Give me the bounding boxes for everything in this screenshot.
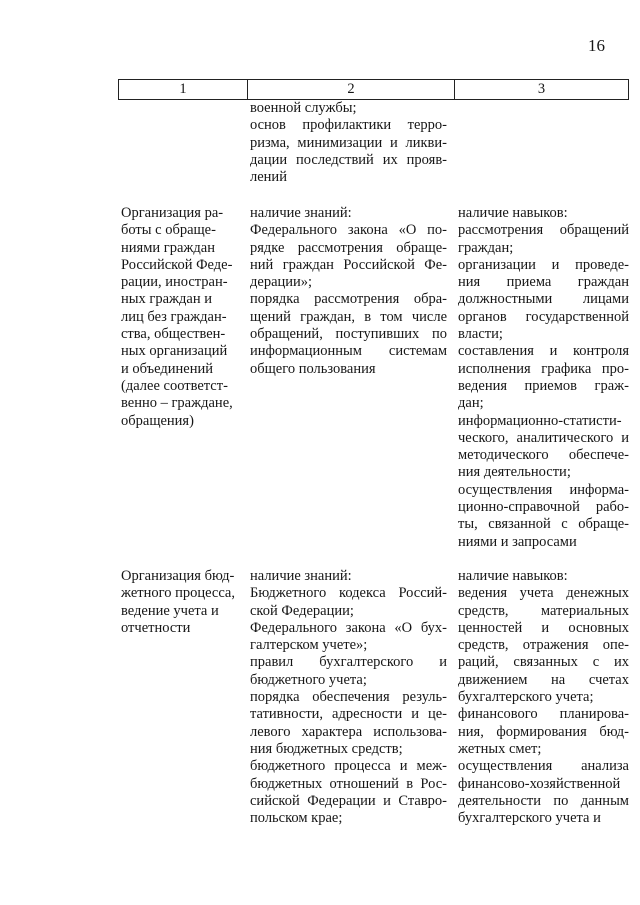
text-line: средств, отражения опе- (458, 637, 629, 654)
text-line: ценностей и основных (458, 619, 629, 636)
text-line: бюджетных отношений в Рос- (250, 775, 447, 792)
text-line: ведения учета денежных (458, 585, 629, 602)
text-line: составления и контроля (458, 343, 629, 360)
text-line: рассмотрения обращений (458, 222, 629, 239)
paragraph (250, 585, 447, 620)
text-line: галтерском учете»; (250, 637, 368, 654)
paragraph (250, 654, 447, 689)
paragraph (458, 413, 629, 482)
text-line: бюджетного процесса и меж- (250, 758, 447, 775)
text-line: наличие знаний: (250, 205, 352, 221)
text-line: лений (250, 169, 287, 186)
text-line: общего пользования (250, 360, 376, 377)
text-line: левого характера использова- (250, 723, 447, 740)
text-line: щений граждан, в том числе (250, 308, 447, 325)
text-line: деятельности по данным (458, 792, 629, 809)
text-line: лиц без граждан- (121, 308, 227, 325)
activity-area-cell (121, 568, 247, 637)
text-line: порядка рассмотрения обра- (250, 291, 447, 308)
paragraph (458, 706, 629, 758)
text-line: ных организаций (121, 343, 228, 360)
text-line: информационно-статисти- (458, 412, 622, 429)
text-line: Организация ра- (121, 205, 224, 221)
paragraph (458, 222, 629, 257)
text-line: (далее соответст- (121, 377, 228, 394)
text-line: рации, иностран- (121, 274, 228, 291)
text-line: органов государственной (458, 308, 629, 325)
text-line: наличие знаний: (250, 568, 352, 584)
text-line: ционно-справочной рабо- (458, 499, 629, 516)
text-line: бюджетного учета; (250, 671, 367, 688)
text-line: боты с обраще- (121, 222, 216, 239)
text-line: отчетности (121, 619, 191, 636)
skills-cell (458, 568, 629, 827)
text-line: ния, формирования бюд- (458, 723, 629, 740)
paragraph (250, 205, 447, 222)
text-line: Российской Феде- (121, 256, 233, 273)
text-line: дан; (458, 395, 484, 412)
paragraph (250, 620, 447, 655)
paragraph (458, 482, 629, 551)
text-line: движением на счетах (458, 671, 629, 688)
text-line: ний граждан Российской Фе- (250, 256, 447, 273)
text-line: обращений, поступивших по (250, 326, 447, 343)
paragraph (458, 257, 629, 343)
paragraph (458, 205, 629, 222)
text-line: тативности, адресности и це- (250, 706, 447, 723)
text-line: ства, обществен- (121, 326, 226, 343)
text-line: исполнения графика про- (458, 360, 629, 377)
text-line: раций, связанных с их (458, 654, 629, 671)
text-line: финансового планирова- (458, 706, 629, 723)
text-line: порядка обеспечения резуль- (250, 689, 447, 706)
text-line: бухгалтерского учета; (458, 689, 594, 706)
text-line: ния деятельности; (458, 464, 571, 481)
knowledge-cell (250, 568, 447, 827)
text-line: средств, материальных (458, 602, 629, 619)
text-line: методического обеспече- (458, 447, 629, 464)
text-line: польском крае; (250, 810, 343, 827)
column-number-header (118, 79, 629, 100)
text-line: Федерального закона «О по- (250, 222, 447, 239)
text-line: бухгалтерского учета и (458, 810, 601, 827)
text-line: ризма, минимизации и ликви- (250, 134, 447, 151)
text-line: сийской Федерации и Ставро- (250, 792, 447, 809)
text-line: ческого, аналитического и (458, 429, 629, 446)
text-line: ниями и запросами (458, 533, 577, 550)
paragraph (121, 568, 247, 637)
text-line: граждан; (458, 239, 514, 256)
text-line: ния бюджетных средств; (250, 740, 403, 757)
text-line: ведения приемов граж- (458, 377, 629, 394)
paragraph (458, 585, 629, 706)
text-line: дации последствий их прояв- (250, 151, 447, 168)
text-line: Федерального закона «О бух- (250, 619, 447, 636)
text-line: жетных смет; (458, 740, 542, 757)
text-line: ской Федерации; (250, 602, 354, 619)
paragraph (250, 222, 447, 291)
text-line: наличие навыков: (458, 205, 568, 221)
text-line: финансово-хозяйственной (458, 775, 621, 792)
text-line: организации и проведе- (458, 256, 629, 273)
text-line: венно – граждане, (121, 395, 233, 412)
text-line: должностными лицами (458, 291, 629, 308)
text-line: ниями граждан (121, 239, 215, 256)
text-line: основ профилактики терро- (250, 117, 447, 134)
column-number-1: 1 (119, 80, 248, 100)
text-line: Организация бюд- (121, 568, 235, 584)
activity-area-cell (121, 205, 247, 430)
paragraph (250, 758, 447, 827)
text-line: ведение учета и (121, 602, 219, 619)
paragraph (250, 117, 447, 186)
paragraph (250, 689, 447, 758)
text-line: ния приема граждан (458, 274, 629, 291)
text-line: обращения) (121, 412, 194, 429)
text-line: ты, связанной с обраще- (458, 516, 629, 533)
column-number-2: 2 (248, 80, 455, 100)
text-line: Бюджетного кодекса Россий- (250, 585, 447, 602)
column-number-3: 3 (455, 80, 629, 100)
knowledge-cell (250, 100, 447, 186)
text-line: осуществления анализа (458, 758, 629, 775)
text-line: рядке рассмотрения обраще- (250, 239, 447, 256)
text-line: жетного процесса, (121, 585, 235, 602)
header-row (119, 80, 629, 100)
knowledge-cell (250, 205, 447, 378)
paragraph (250, 568, 447, 585)
text-line: дерации»; (250, 274, 313, 291)
skills-cell (458, 205, 629, 551)
paragraph (121, 205, 247, 430)
text-line: власти; (458, 326, 503, 343)
paragraph (458, 758, 629, 827)
text-line: правил бухгалтерского и (250, 654, 447, 671)
paragraph (250, 291, 447, 377)
paragraph (250, 100, 447, 117)
text-line: ных граждан и (121, 291, 212, 308)
text-line: и объединений (121, 360, 214, 377)
text-line: информационным системам (250, 343, 447, 360)
paragraph (458, 568, 629, 585)
text-line: военной службы; (250, 100, 357, 116)
text-line: осуществления информа- (458, 481, 629, 498)
paragraph (458, 343, 629, 412)
text-line: наличие навыков: (458, 568, 568, 584)
page-number: 16 (588, 36, 605, 55)
